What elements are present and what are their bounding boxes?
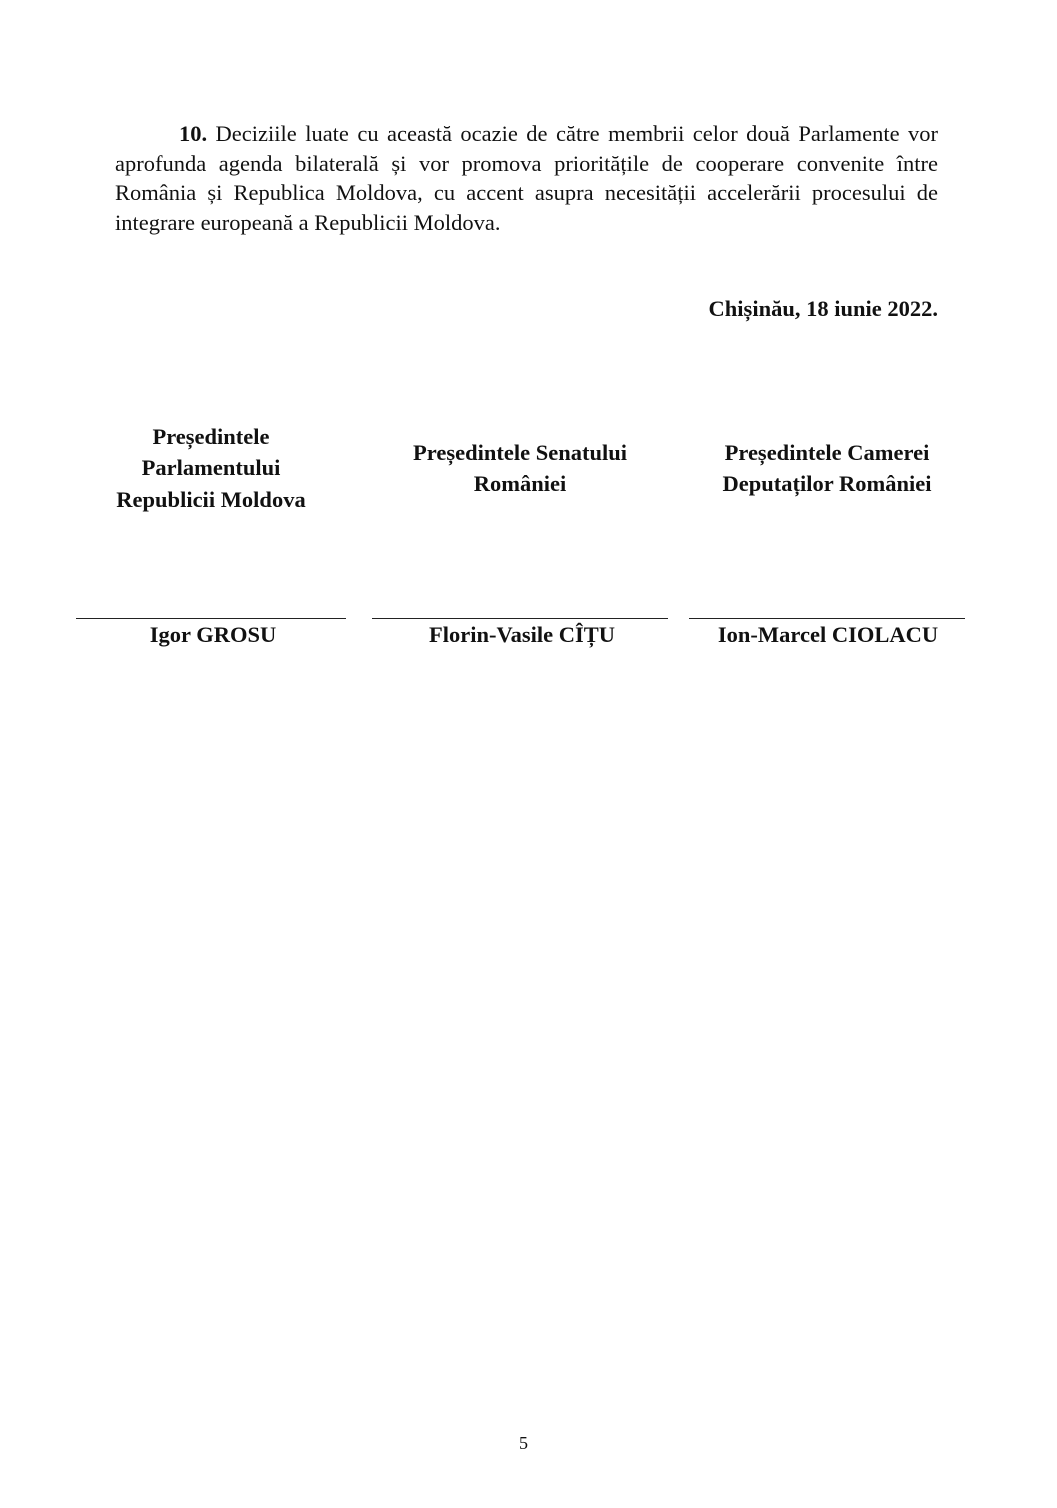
signatory-title-line: Republicii Moldova xyxy=(116,486,306,512)
signatory-title-senate-romania xyxy=(372,420,668,516)
signatory-name: Ion-Marcel CIOLACU xyxy=(717,622,939,647)
signatory-title-line: Președintele Senatului xyxy=(413,439,627,465)
signatory-title-parliament-moldova xyxy=(76,420,346,516)
signatory-title-line: Deputaților României xyxy=(722,471,932,496)
signatory-title-line: Parlamentului xyxy=(141,455,281,481)
signatory-name: Igor GROSU xyxy=(149,622,277,647)
closing-paragraph xyxy=(115,119,938,237)
signature-line xyxy=(689,618,965,619)
paragraph-number: 10. xyxy=(179,121,208,146)
signatory-title-chamber-deputies-romania xyxy=(689,420,965,516)
signature-line xyxy=(372,618,668,619)
paragraph-text: Deciziile luate cu această ocazie de către membrii celor două Parlamente vor aprofunda agenda bilaterală și vor promova prioritățile de cooperare convenite între România și Republica Moldova, cu accent asupra necesității accelerării procesului de integrare europeană a Republicii Moldova. xyxy=(115,121,938,235)
place-and-date: Chișinău, 18 iunie 2022. xyxy=(708,296,938,321)
page-number: 5 xyxy=(519,1433,528,1453)
signatory-title-line: Președintele Camerei xyxy=(724,439,930,465)
signatory-name: Florin-Vasile CÎȚU xyxy=(428,622,616,647)
signatory-title-line: Președintele xyxy=(152,423,270,449)
signature-line xyxy=(76,618,346,619)
signatory-title-line: României xyxy=(473,471,567,496)
